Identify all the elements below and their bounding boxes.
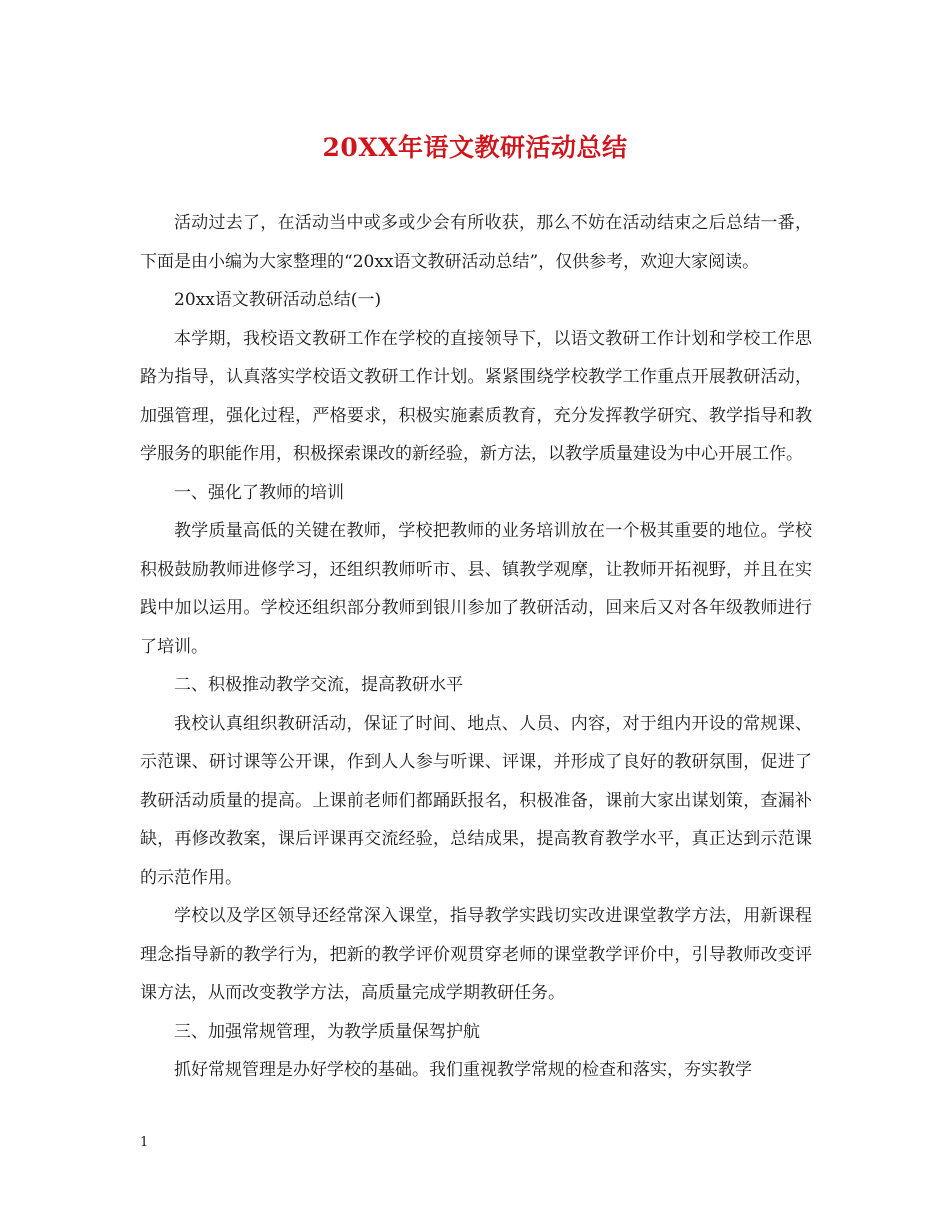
page-number: 1 [140,1135,149,1150]
body-paragraph: 学校以及学区领导还经常深入课堂，指导教学实践切实改进课堂教学方法，用新课程理念指导新的教学行为，把新的教学评价观贯穿老师的课堂教学评价中，引导教师改变评课方法，从而改变教学方法，高质量完成学期教研任务。 [140,906,812,1003]
section-heading-teaching-exchange: 二、积极推动教学交流，提高教研水平 [174,675,463,695]
document-body [140,204,812,1090]
body-paragraph: 我校认真组织教研活动，保证了时间、地点、人员、内容，对于组内开设的常规课、示范课、研讨课等公开课，作到人人参与听课、评课，并形成了良好的教研氛围，促进了教研活动质量的提高。上课前老师们都踊跃报名，积极准备，课前大家出谋划策，查漏补缺，再修改教案，课后评课再交流经验，总结成果，提高教育教学水平，真正达到示范课的示范作用。 [140,713,812,888]
body-paragraph: 本学期，我校语文教研工作在学校的直接领导下，以语文教研工作计划和学校工作思路为指导，认真落实学校语文教研工作计划。紧紧围绕学校教学工作重点开展教研活动，加强管理，强化过程，严格要求，积极实施素质教育，充分发挥教学研究、教学指导和教学服务的职能作用，积极探索课改的新经验，新方法，以教学质量建设为中心开展工作。 [140,328,812,464]
document-title: 20XX年语文教研活动总结 [322,133,628,162]
section-heading-teacher-training: 一、强化了教师的培训 [174,482,344,503]
body-paragraph: 抓好常规管理是办好学校的基础。我们重视教学常规的检查和落实，夯实教学 [174,1060,752,1080]
body-paragraph: 教学质量高低的关键在教师，学校把教师的业务培训放在一个极其重要的地位。学校积极鼓励教师进修学习，还组织教师听市、县、镇教学观摩，让教师开拓视野，并且在实践中加以运用。学校还组织部分教师到银川参加了教研活动，回来后又对各年级教师进行了培训。 [140,521,812,657]
intro-paragraph: 活动过去了，在活动当中或多或少会有所收获，那么不妨在活动结束之后总结一番，下面是由小编为大家整理的“20xx语文教研活动总结”，仅供参考，欢迎大家阅读。 [140,213,812,272]
section-heading-routine-management: 三、加强常规管理，为教学质量保驾护航 [174,1021,480,1042]
section-heading-summary-one: 20xx语文教研活动总结(一) [174,290,382,310]
